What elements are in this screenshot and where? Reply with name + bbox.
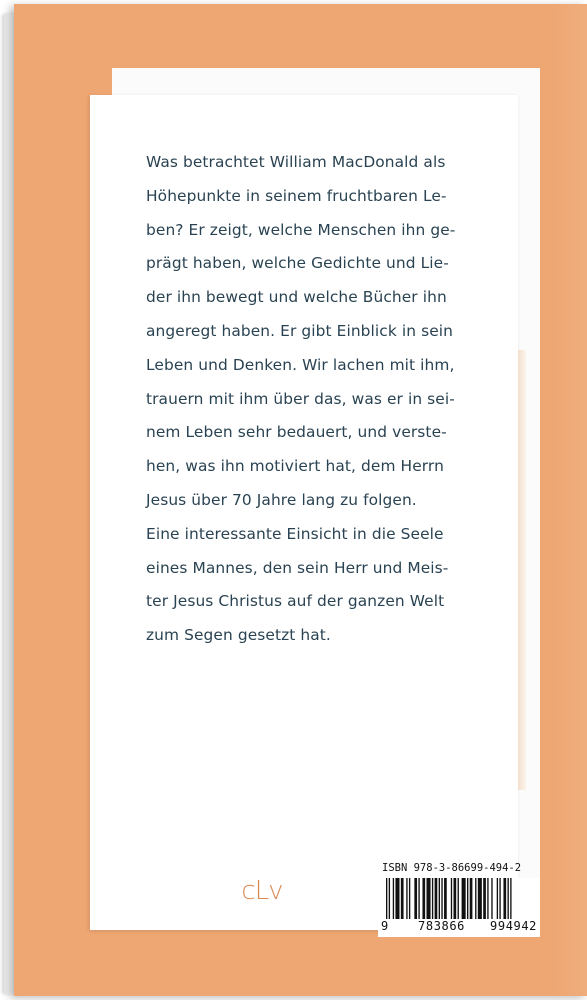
barcode-bar bbox=[478, 878, 482, 919]
blurb-line: nem Leben sehr bedauert, und verste- bbox=[146, 423, 447, 442]
blurb-line: hen, was ihn motiviert hat, dem Herrn bbox=[146, 457, 444, 476]
barcode-bar bbox=[462, 878, 466, 919]
barcode-bar bbox=[451, 878, 452, 922]
barcode-bar bbox=[467, 878, 468, 919]
isbn-digit-first: 9 bbox=[381, 919, 389, 933]
blurb-line: Jesus über 70 Jahre lang zu folgen. bbox=[146, 490, 417, 509]
blurb-line: zum Segen gesetzt hat. bbox=[146, 626, 331, 645]
barcode-bar bbox=[454, 878, 457, 919]
barcode-bar bbox=[427, 878, 431, 919]
barcode-bar bbox=[508, 878, 509, 922]
blurb-line: Eine interessante Einsicht in die Seele bbox=[146, 524, 444, 543]
barcode-bar bbox=[491, 878, 492, 919]
isbn-label: ISBN 978-3-86699-494-2 bbox=[382, 862, 522, 874]
barcode-bar bbox=[414, 878, 417, 919]
isbn-digit-group: 783866 bbox=[418, 919, 465, 933]
isbn-digits bbox=[378, 919, 540, 937]
barcode-bar bbox=[441, 878, 442, 919]
barcode-bar bbox=[422, 878, 425, 919]
barcode-bar bbox=[503, 878, 506, 919]
barcode-bar bbox=[406, 878, 407, 919]
panel-edge-strip bbox=[518, 350, 526, 790]
barcode-bar bbox=[395, 878, 399, 919]
blurb-line: ben? Er zeigt, welche Menschen ihn ge- bbox=[146, 220, 456, 239]
barcode-bar bbox=[439, 878, 440, 919]
blurb-line: ter Jesus Christus auf der ganzen Welt bbox=[146, 592, 445, 611]
blurb-line: Leben und Denken. Wir lachen mit ihm, bbox=[146, 355, 455, 374]
barcode-bars bbox=[378, 878, 540, 922]
barcode-bar bbox=[470, 878, 473, 919]
blurb-line: angeregt haben. Er gibt Einblick in sein bbox=[146, 321, 454, 340]
barcode-bar bbox=[497, 878, 498, 919]
blurb-line: Höhepunkte in seinem fruchtbaren Le- bbox=[146, 186, 447, 205]
barcode-bar bbox=[458, 878, 459, 919]
barcode-bar bbox=[499, 878, 500, 919]
blurb-line: trauern mit ihm über das, was er in sei- bbox=[146, 389, 455, 408]
barcode-bar bbox=[418, 878, 419, 919]
barcode-bar bbox=[401, 878, 404, 919]
barcode-bar bbox=[435, 878, 438, 919]
barcode-bar bbox=[483, 878, 486, 919]
barcode-bar bbox=[432, 878, 433, 919]
blurb-line: eines Mannes, den sein Herr und Meis- bbox=[146, 558, 449, 577]
blurb-line: prägt haben, welche Gedichte und Lie- bbox=[146, 254, 449, 273]
blurb-line: Was betrachtet William MacDonald als bbox=[146, 153, 446, 171]
barcode-bar bbox=[389, 878, 390, 922]
barcode-bar bbox=[393, 878, 394, 919]
blurb-text bbox=[146, 146, 486, 653]
barcode-bar bbox=[444, 878, 447, 922]
barcode-bar bbox=[510, 878, 511, 922]
publisher-logo: cLv bbox=[241, 876, 283, 906]
isbn-digit-group: 994942 bbox=[490, 919, 537, 933]
barcode-bar bbox=[487, 878, 488, 919]
barcode-bar bbox=[409, 878, 410, 919]
barcode-bar bbox=[386, 878, 387, 922]
barcode-bar bbox=[475, 878, 476, 919]
blurb-line: der ihn bewegt und welche Bücher ihn bbox=[146, 288, 447, 307]
